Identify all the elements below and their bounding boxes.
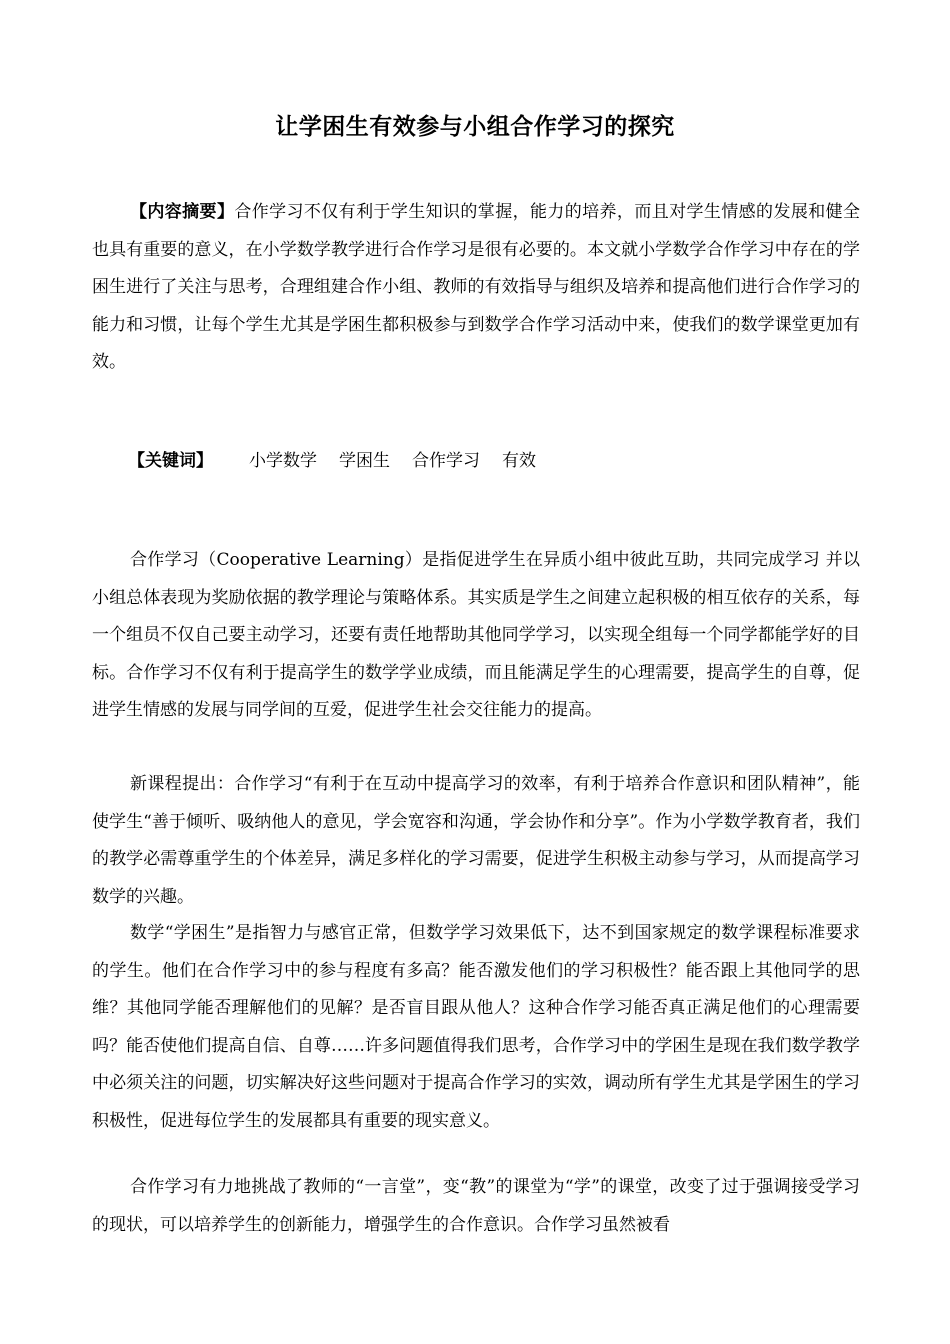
keyword-item: 小学数学	[249, 451, 317, 471]
document-title: 让学困生有效参与小组合作学习的探究	[275, 114, 675, 140]
keyword-item: 学困生	[339, 451, 390, 471]
body-paragraph-3: 数学“学困生”是指智力与感官正常，但数学学习效果低下，达不到国家规定的数学课程标准要求的学生。他们在合作学习中的参与程度有多高？能否激发他们的学习积极性？能否跟上其他同学的思维？其他同学能否理解他们的见解？是否盲目跟从他人？这种合作学习能否真正满足他们的心理需要吗？能否使他们提高自信、自尊……许多问题值得我们思考，合作学习中的学困生是现在我们数学教学中必须关注的问题，切实解决好这些问题对于提高合作学习的实效，调动所有学生尤其是学困生的学习积极性，促进每位学生的发展都具有重要的现实意义。	[92, 923, 860, 1131]
abstract-paragraph	[92, 194, 860, 382]
keyword-item: 合作学习	[412, 451, 480, 471]
body-paragraph-4: 合作学习有力地挑战了教师的“一言堂”，变“教”的课堂为“学”的课堂，改变了过于强调接受学习的现状，可以培养学生的创新能力，增强学生的合作意识。合作学习虽然被看	[92, 1177, 860, 1235]
abstract-text: 合作学习不仅有利于学生知识的掌握，能力的培养，而且对学生情感的发展和健全也具有重要的意义，在小学数学教学进行合作学习是很有必要的。本文就小学数学合作学习中存在的学困生进行了关注与思考，合理组建合作小组、教师的有效指导与组织及培养和提高他们进行合作学习的能力和习惯，让每个学生尤其是学困生都积极参与到数学合作学习活动中来，使我们的数学课堂更加有效。	[92, 202, 861, 372]
body-paragraph-2: 新课程提出：合作学习“有利于在互动中提高学习的效率，有利于培养合作意识和团队精神”，能使学生“善于倾听、吸纳他人的意见，学会宽容和沟通，学会协作和分享”。作为小学数学教育者，我们的教学必需尊重学生的个体差异，满足多样化的学习需要，促进学生积极主动参与学习，从而提高学习数学的兴趣。	[92, 774, 860, 907]
keywords-label: 【关键词】	[128, 451, 213, 471]
keywords-line	[128, 443, 536, 480]
keyword-item: 有效	[502, 451, 536, 471]
body-paragraph-1: 合作学习（Cooperative Learning）是指促进学生在异质小组中彼此互助，共同完成学习 并以小组总体表现为奖励依据的教学理论与策略体系。其实质是学生之间建立起积极的相互依存的关系，每一个组员不仅自己要主动学习，还要有责任地帮助其他同学学习，以实现全组每一个同学都能学好的目标。合作学习不仅有利于提高学生的数学学业成绩，而且能满足学生的心理需要，提高学生的自尊，促进学生情感的发展与同学间的互爱，促进学生社会交往能力的提高。	[92, 550, 860, 720]
abstract-label: 【内容摘要】	[130, 202, 235, 222]
